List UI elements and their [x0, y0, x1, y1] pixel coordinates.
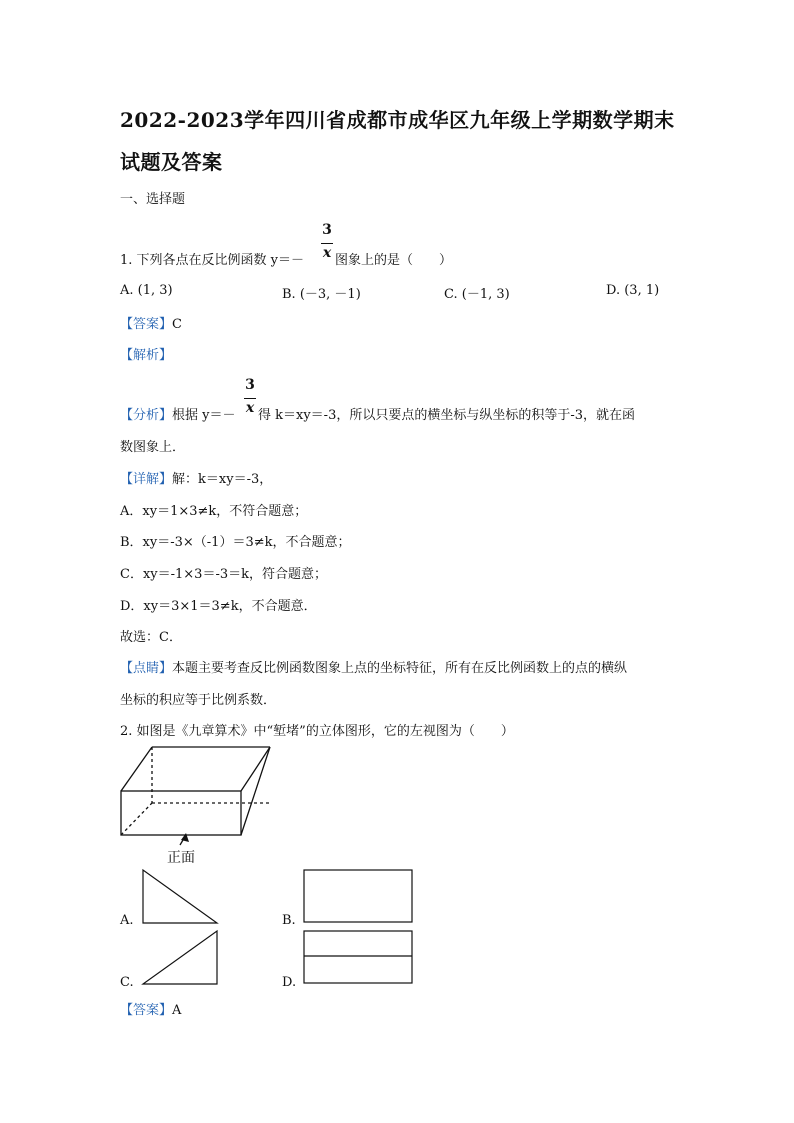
- q2-option-d-label: D.: [282, 975, 297, 990]
- page-title-line2: 试题及答案: [120, 150, 223, 174]
- answer-value: C: [172, 317, 182, 332]
- detail-tag: 【详解】: [120, 472, 173, 487]
- page-title-line1: 2022-2023学年四川省成都市成华区九年级上学期数学期末: [120, 108, 675, 132]
- option-d: D. (3, 1): [606, 283, 660, 298]
- comment-line2: 坐标的积应等于比例系数．: [120, 693, 277, 708]
- step-d: D．xy＝3×1＝3≠k，不合题意．: [120, 599, 317, 614]
- answer-row: [120, 313, 182, 332]
- question-1-stem-start: 1. 下列各点在反比例函数 y＝－: [120, 253, 305, 268]
- option-d-rectangle-split: [303, 930, 415, 986]
- fenxi-tag: 【分析】: [120, 408, 173, 423]
- option-a-triangle: [141, 868, 221, 926]
- q2-answer-tag: 【答案】: [120, 1003, 173, 1018]
- analysis-tag: 【解析】: [120, 348, 173, 363]
- option-c: C. (－1, 3): [444, 287, 510, 302]
- q2-answer-row: [120, 999, 181, 1018]
- fraction-bar-2: [244, 398, 256, 399]
- fenxi-line1-start: [120, 404, 236, 423]
- question-1-stem-end: 图象上的是（ ）: [335, 253, 453, 268]
- fenxi-line2: 数图象上．: [120, 440, 186, 455]
- fraction-numerator-2: 3: [245, 377, 255, 393]
- question-2-stem: 2. 如图是《九章算术》中“堑堵”的立体图形，它的左视图为（ ）: [120, 724, 514, 739]
- fraction-denominator-2: x: [245, 400, 255, 416]
- section-heading: 一、选择题: [120, 192, 186, 207]
- choose-line: 故选：C．: [120, 630, 182, 645]
- q2-answer-value: A: [172, 1003, 182, 1018]
- answer-tag: 【答案】: [120, 317, 173, 332]
- fraction-bar: [321, 243, 333, 244]
- option-b: B. (－3, －1): [282, 287, 361, 302]
- fraction-numerator: 3: [322, 222, 332, 238]
- fenxi-text-start: 根据 y＝－: [172, 408, 236, 423]
- option-b-rectangle: [303, 869, 415, 925]
- step-a: A．xy＝1×3≠k，不符合题意；: [120, 504, 308, 519]
- comment-tag: 【点睛】: [120, 661, 173, 676]
- step-b: B．xy＝-3×（-1）＝3≠k，不合题意；: [120, 535, 351, 550]
- q2-option-b-label: B.: [282, 913, 296, 928]
- option-a: A. (1, 3): [120, 283, 173, 298]
- detail-text: 解：k＝xy＝-3，: [172, 472, 273, 487]
- step-c: C．xy＝-1×3＝-3＝k，符合题意；: [120, 567, 327, 582]
- option-c-triangle: [141, 929, 221, 987]
- q2-option-c-label: C.: [120, 975, 134, 990]
- prism-figure: [118, 742, 278, 867]
- fraction-denominator: x: [322, 245, 332, 261]
- detail-row: [120, 468, 272, 487]
- front-label: 正面: [167, 850, 195, 866]
- comment-line1: [120, 657, 627, 676]
- q2-option-a-label: A.: [120, 913, 134, 928]
- fenxi-line1-end: 得 k＝xy＝-3，所以只要点的横坐标与纵坐标的积等于-3，就在函: [258, 408, 636, 423]
- comment-text: 本题主要考查反比例函数图象上点的坐标特征，所有在反比例函数上的点的横纵: [172, 661, 628, 676]
